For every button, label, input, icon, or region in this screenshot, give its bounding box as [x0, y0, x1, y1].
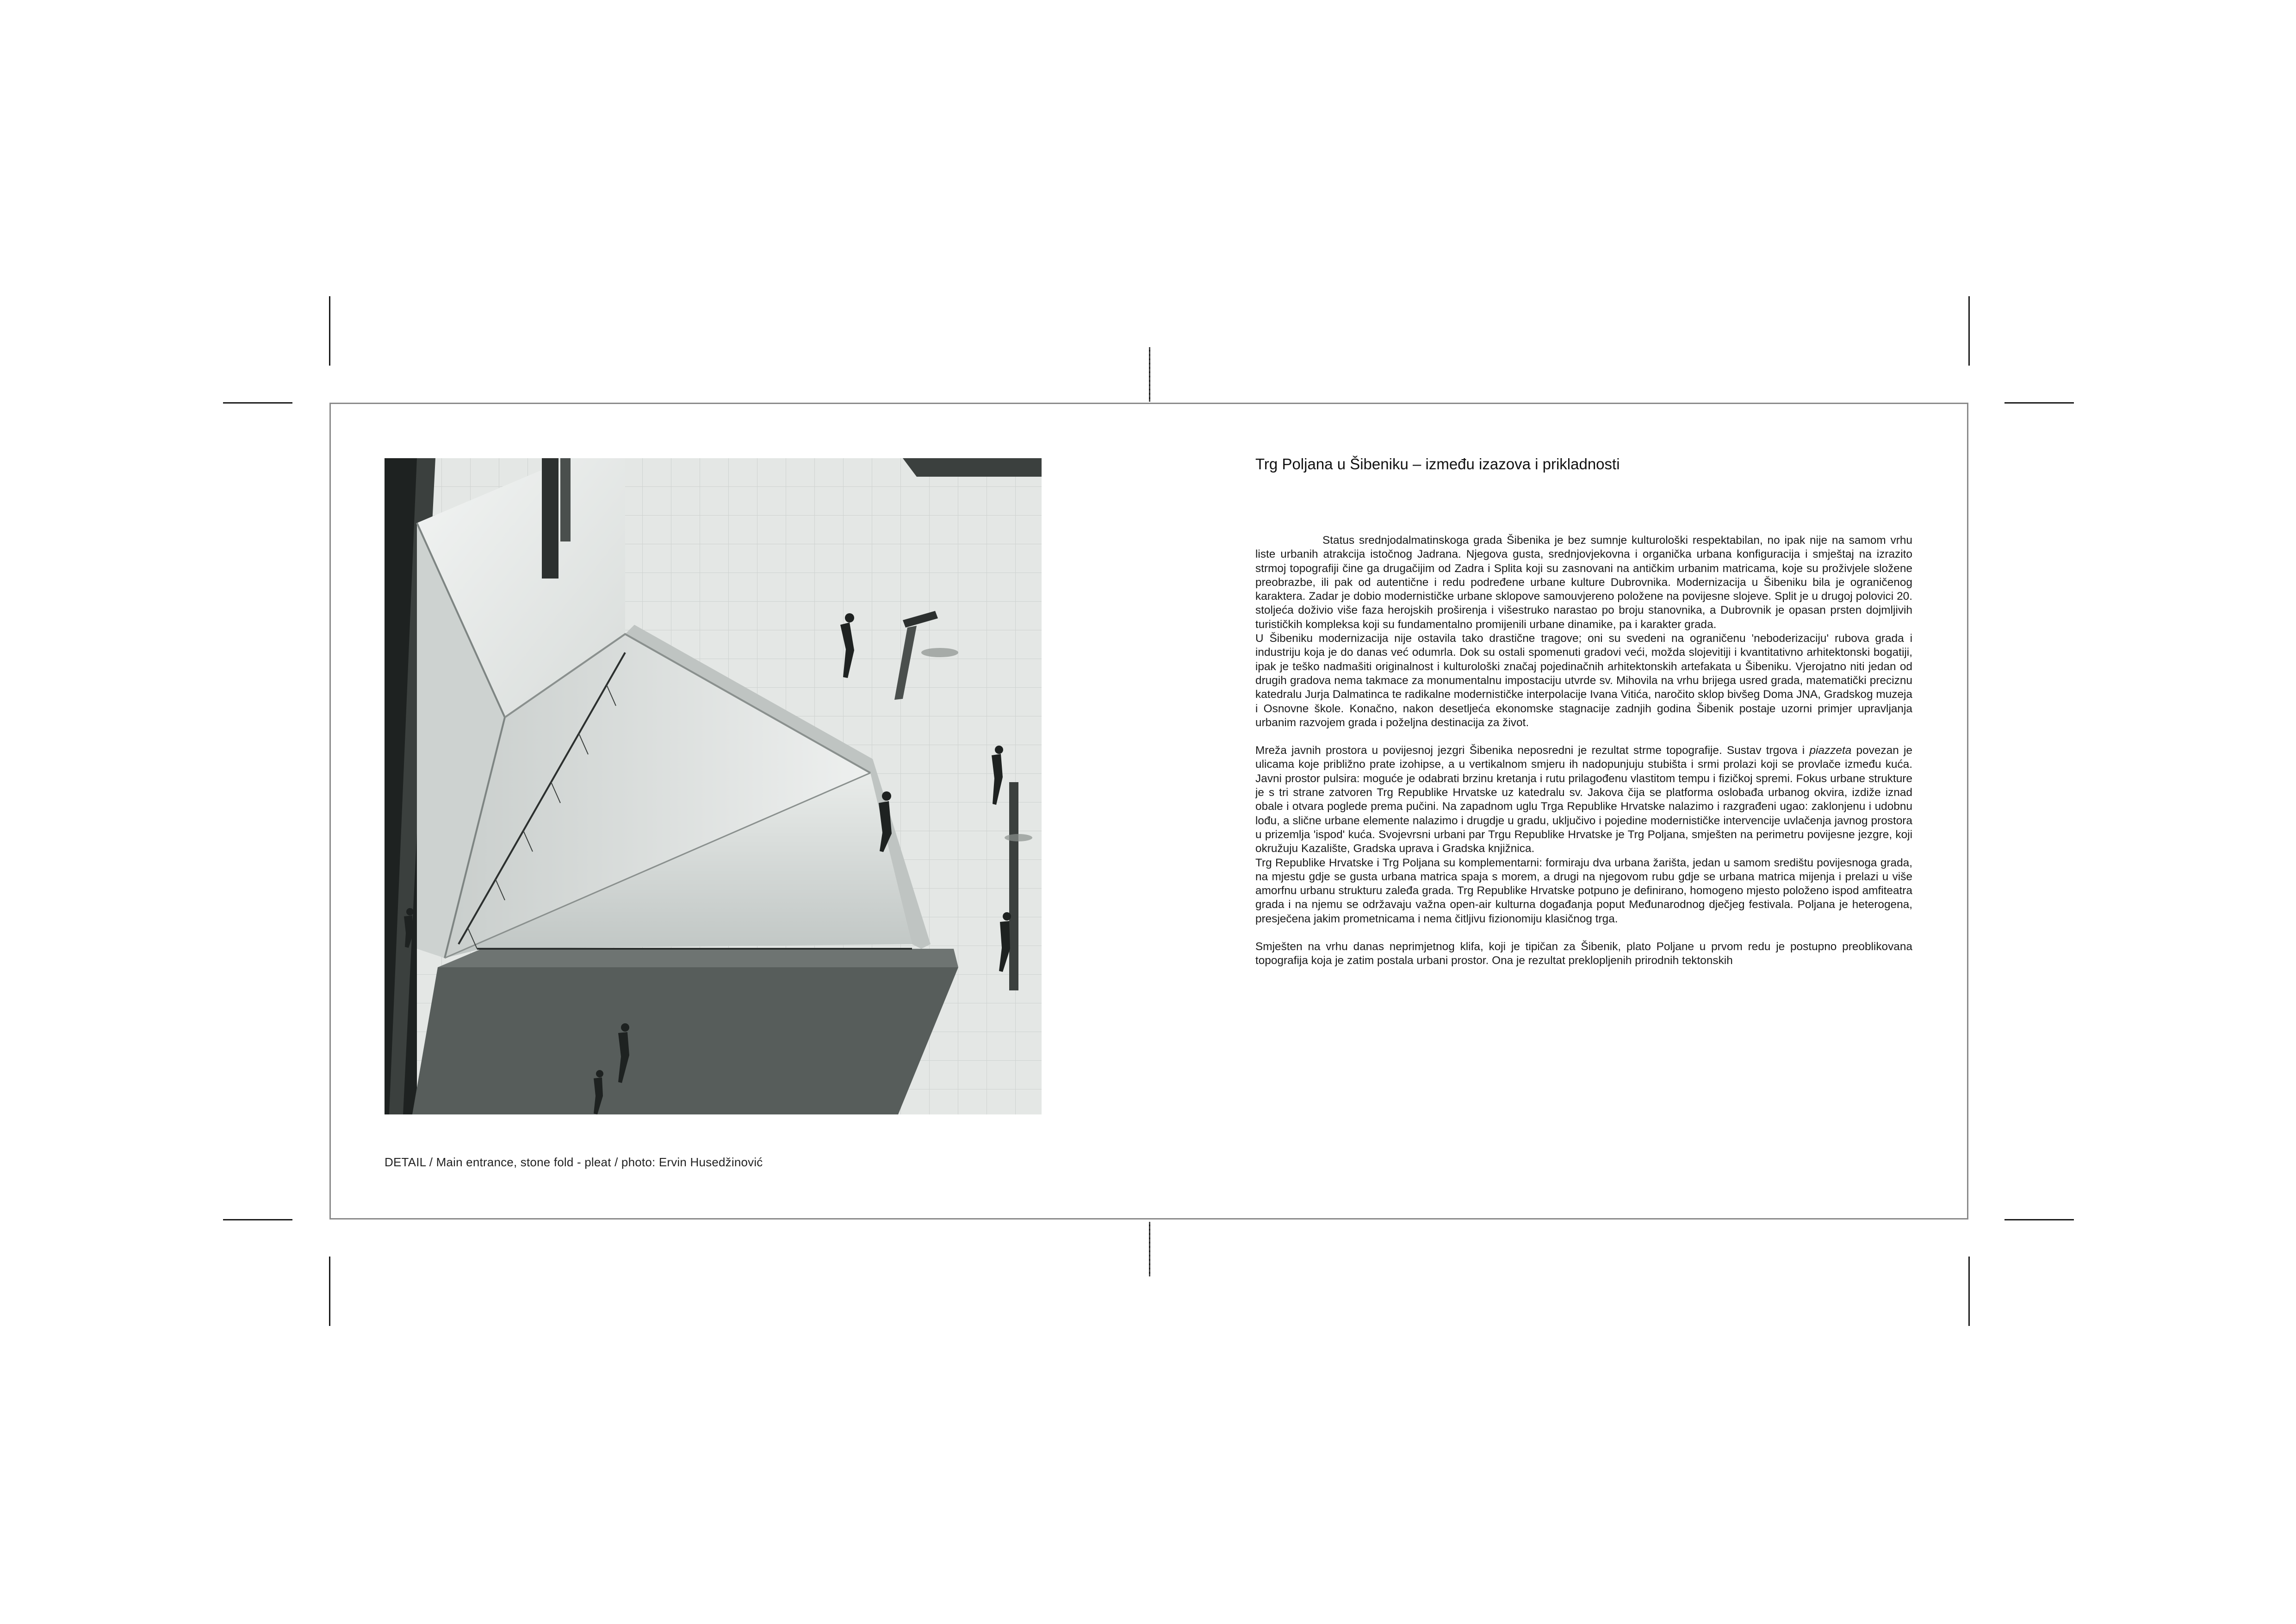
photo: [385, 458, 1042, 1114]
paragraph-4: Trg Republike Hrvatske i Trg Poljana su komplementarni: formiraju dva urbana žarišta, jedan u samom središtu povijesnoga grada, na mjestu gdje se gusta urbana matrica spaja s morem, a drugi na njegovom rubu gdje se urbana matrica mijenja i prelazi u više amorfnu urbanu strukturu zaleđa grada. Trg Republike Hrvatske potpuno je definirano, homogeno mjesto položeno ispod amfiteatra grada i na njemu se održavaju važna open-air kulturna događanja poput Međunarodnog dječjeg festivala. Poljana je heterogena, presječena jakim prometnicama i nema čitljivu fizionomiju klasičnog trga.: [1255, 856, 1912, 925]
crop-mark-left-bottom: [223, 1219, 292, 1220]
fold-mark-top: [1149, 347, 1150, 402]
paragraph-3: [1255, 744, 1912, 856]
crop-mark-right-top: [2004, 402, 2074, 404]
crop-mark-top-right: [1968, 296, 1970, 366]
aerial-photo-stone-fold-icon: [385, 458, 1042, 1114]
crop-mark-right-bottom: [2004, 1219, 2074, 1220]
paragraph-1: Status srednjodalmatinskoga grada Šibenika je bez sumnje kulturološki respektabilan, no ipak nije na samom vrhu liste urbanih atrakcija istočnog Jadrana. Njegova gusta, srednjovjekovna i organička urbana konfiguracija i smještaj na izrazito strmoj topografiji čine ga drugačijim od Zadra i Splita koji su zasnovani na antičkim urbanim matricama, koje su proživjele složene preobrazbe, ili pak od autentične i redu podređene urbane kulture Dubrovnika. Modernizacija u Šibeniku bila je ograničenog karaktera. Zadar je dobio modernističke urbane sklopove samouvjereno položene na povijesne slojeve. Split je u drugoj polovici 20. stoljeća doživio više faza herojskih proširenja i višestruko narastao po broju stanovnika, a Dubrovnik je opasan prsten dojmljivih turističkih kompleksa koji su fundamentalno promijenili urbane dinamike, pa i karakter grada.: [1255, 534, 1912, 631]
article-title: Trg Poljana u Šibeniku – između izazova i prikladnosti: [1255, 455, 1620, 473]
paragraph-3-end: povezan je ulicama koje približno prate izohipse, a u vertikalnom smjeru ih nadopunjuju stubišta i srmi prolazi koji se provlače između kuća. Javni prostor pulsira: moguće je odabrati brzinu kretanja i rutu prilagođenu vlastitom tempu i fizičkoj spremi. Fokus urbane strukture je s tri strane zatvoren Trg Republike Hrvatske uz katedralu sv. Jakova čija se platforma oslobađa urbanog okvira, izdiže iznad obale i otvara poglede prema pučini. Na zapadnom uglu Trga Republike Hrvatske nalazimo i razgrađeni ugao: zaklonjenu i udobnu lođu, a slične urbane elemente nalazimo i drugdje u gradu, uključivo i pojedine modernističke intervencije uvlačenja javnog prostora u prizemlja 'ispod' kuća. Svojevrsni urbani par Trgu Republike Hrvatske je Trg Poljana, smješten na perimetru povijesne jezgre, koji okružuju Kazalište, Gradska uprava i Gradska knjižnica.: [1255, 744, 1912, 855]
page-spread: [329, 403, 1968, 1220]
fold-mark-bottom: [1149, 1222, 1150, 1276]
crop-mark-bottom-left: [329, 1257, 330, 1326]
paragraph-3-emphasis: piazzeta: [1809, 744, 1852, 757]
crop-mark-left-top: [223, 402, 292, 404]
paragraph-5: Smješten na vrhu danas neprimjetnog klifa, koji je tipičan za Šibenik, plato Poljane u prvom redu je postupno preoblikovana topografija koja je zatim postala urbani prostor. Ona je rezultat preklopljenih prirodnih tektonskih: [1255, 940, 1912, 967]
paragraph-3-start: Mreža javnih prostora u povijesnoj jezgri Šibenika neposredni je rezultat strme topografije. Sustav trgova i: [1255, 744, 1810, 757]
photo-caption: DETAIL / Main entrance, stone fold - pleat / photo: Ervin Husedžinović: [385, 1155, 763, 1169]
paragraph-2: U Šibeniku modernizacija nije ostavila tako drastične tragove; oni su svedeni na ograničenu 'neboderizaciju' rubova grada i industriju koja je do danas već odumrla. Dok su ostali spomenuti gradovi veći, možda slojevitiji i kvantitativno arhitektonski bogatiji, ipak je teško nadmašiti originalnost i kulturološki značaj pojedinačnih arhitektonskih artefakata u Šibeniku. Vjerojatno niti jedan od drugih gradova nema takmace za monumentalnu impostaciju utvrde sv. Mihovila na vrhu brijega usred grada, matematički preciznu katedralu Jurja Dalmatinca te radikalne modernističke interpolacije Ivana Vitića, naročito sklop bivšeg Doma JNA, Gradskog muzeja i Osnovne škole. Konačno, nakon desetljeća ekonomske stagnacije zadnjih godina Šibenik postaje uzorni primjer upravljanja urbanim razvojem grada i poželjna destinacija za život.: [1255, 632, 1912, 729]
crop-mark-bottom-right: [1968, 1257, 1970, 1326]
article-body: [1255, 534, 1912, 1118]
crop-mark-top-left: [329, 296, 330, 366]
